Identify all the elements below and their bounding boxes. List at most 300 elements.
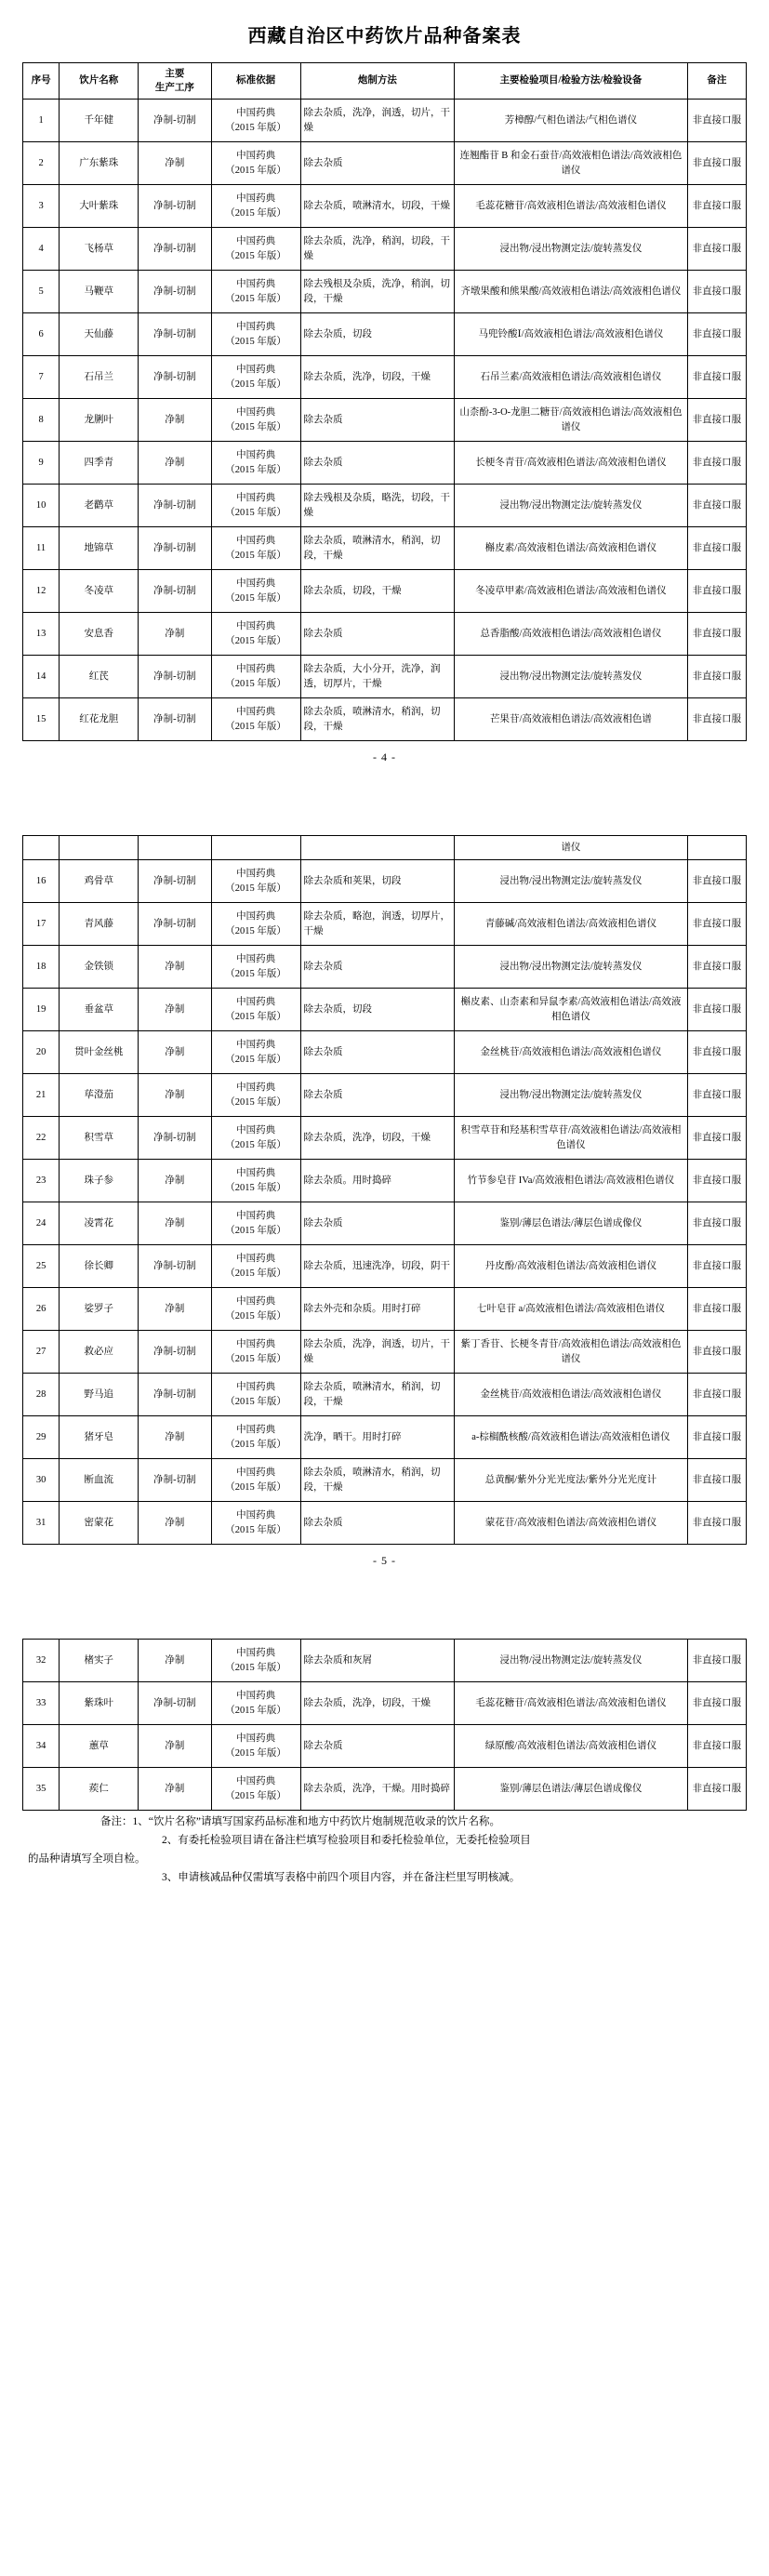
cell-name: 千年健: [60, 100, 139, 142]
cell-test: 积雪草苷和羟基积雪草苷/高效液相色谱法/高效液相色谱仪: [455, 1117, 688, 1160]
table-row: [23, 527, 747, 570]
cell-standard: [211, 1416, 300, 1459]
cell-process: 净制: [139, 946, 211, 989]
cell-remark: 非直接口服: [687, 1459, 746, 1502]
standard-line2: （2015 年版）: [225, 1054, 286, 1065]
standard-line1: 中国药典: [236, 450, 276, 461]
cell-name: 野马追: [60, 1374, 139, 1416]
cell-standard: [211, 903, 300, 946]
cell-index: 9: [23, 442, 60, 485]
cell-remark: 非直接口服: [687, 1725, 746, 1768]
cell-method: [300, 836, 455, 860]
cell-standard: [211, 399, 300, 442]
page-break-gap-1: [22, 764, 747, 835]
cell-test: 齐墩果酸和熊果酸/高效液相色谱法/高效液相色谱仪: [455, 271, 688, 313]
page-3: [0, 1639, 769, 1925]
standard-line2: （2015 年版）: [225, 1439, 286, 1450]
cell-name: 金铁锁: [60, 946, 139, 989]
standard-line2: （2015 年版）: [225, 1011, 286, 1022]
cell-test: 浸出物/浸出物测定法/旋转蒸发仪: [455, 860, 688, 903]
cell-remark: 非直接口服: [687, 1202, 746, 1245]
cell-index: 26: [23, 1288, 60, 1331]
cell-process: 净制-切制: [139, 1245, 211, 1288]
table-body-page-2: [23, 836, 747, 1545]
standard-line2: （2015 年版）: [225, 592, 286, 604]
cell-name: 青风藤: [60, 903, 139, 946]
table-row: [23, 613, 747, 656]
table-row: [23, 1682, 747, 1725]
cell-standard: [211, 1117, 300, 1160]
cell-method: 除去杂质: [300, 1725, 455, 1768]
cell-process: 净制-切制: [139, 527, 211, 570]
cell-process: 净制: [139, 1202, 211, 1245]
cell-method: 除去杂质，大小分开，洗净，润透，切厚片，干燥: [300, 656, 455, 698]
standard-line2: （2015 年版）: [225, 421, 286, 432]
standard-line2: （2015 年版）: [225, 678, 286, 689]
standard-line1: 中国药典: [236, 1425, 276, 1436]
column-header-standard: 标准依据: [211, 63, 300, 100]
cell-process: 净制: [139, 613, 211, 656]
cell-process: 净制-切制: [139, 1459, 211, 1502]
cell-index: 35: [23, 1768, 60, 1811]
cell-method: 除去杂质，洗净，润透，切片，干燥: [300, 1331, 455, 1374]
standard-line1: 中国药典: [236, 664, 276, 675]
table-body-page-3: [23, 1640, 747, 1811]
cell-name: 飞杨草: [60, 228, 139, 271]
cell-name: 徐长卿: [60, 1245, 139, 1288]
cell-test: 毛蕊花糖苷/高效液相色谱法/高效液相色谱仪: [455, 185, 688, 228]
cell-name: 地锦草: [60, 527, 139, 570]
cell-index: [23, 836, 60, 860]
cell-test: 青藤碱/高效液相色谱法/高效液相色谱仪: [455, 903, 688, 946]
standard-line1: 中国药典: [236, 621, 276, 632]
page-1: [0, 0, 769, 835]
standard-line2: （2015 年版）: [225, 925, 286, 936]
standard-line2: （2015 年版）: [225, 1310, 286, 1321]
cell-test: 石吊兰素/高效液相色谱法/高效液相色谱仪: [455, 356, 688, 399]
cell-standard: [211, 698, 300, 741]
page-2: [0, 835, 769, 1639]
cell-test: 浸出物/浸出物测定法/旋转蒸发仪: [455, 656, 688, 698]
cell-remark: 非直接口服: [687, 1640, 746, 1682]
cell-standard: [211, 1640, 300, 1682]
cell-standard: [211, 836, 300, 860]
cell-test: 马兜铃酸Ⅰ/高效液相色谱法/高效液相色谱仪: [455, 313, 688, 356]
standard-line2: （2015 年版）: [225, 1481, 286, 1493]
cell-method: 除去杂质，洗净，稍润，切段，干燥: [300, 228, 455, 271]
standard-line1: 中国药典: [236, 1168, 276, 1179]
cell-index: 18: [23, 946, 60, 989]
cell-method: 除去杂质，喷淋清水，稍润，切段，干燥: [300, 1374, 455, 1416]
cell-index: 27: [23, 1331, 60, 1374]
cell-index: 30: [23, 1459, 60, 1502]
standard-line2: （2015 年版）: [225, 293, 286, 304]
cell-method: 除去杂质，喷淋清水，稍润，切段，干燥: [300, 698, 455, 741]
table-row: [23, 1725, 747, 1768]
cell-remark: 非直接口服: [687, 313, 746, 356]
cell-index: 32: [23, 1640, 60, 1682]
cell-test: 总香脂酸/高效液相色谱法/高效液相色谱仪: [455, 613, 688, 656]
cell-index: 29: [23, 1416, 60, 1459]
cell-test: 金丝桃苷/高效液相色谱法/高效液相色谱仪: [455, 1374, 688, 1416]
cell-method: 除去杂质，切段: [300, 989, 455, 1031]
cell-standard: [211, 1245, 300, 1288]
table-row: [23, 313, 747, 356]
cell-process: 净制-切制: [139, 1682, 211, 1725]
standard-line1: 中国药典: [236, 493, 276, 504]
standard-line2: （2015 年版）: [225, 1662, 286, 1673]
column-header-remark: 备注: [687, 63, 746, 100]
cell-index: 34: [23, 1725, 60, 1768]
standard-line1: 中国药典: [236, 1467, 276, 1479]
cell-index: 14: [23, 656, 60, 698]
cell-remark: 非直接口服: [687, 656, 746, 698]
cell-method: 除去杂质，洗净，切段，干燥: [300, 1682, 455, 1725]
standard-line2: （2015 年版）: [225, 1524, 286, 1535]
standard-line1: 中国药典: [236, 1510, 276, 1521]
cell-remark: 非直接口服: [687, 1160, 746, 1202]
footer-note-2a: 2、有委托检验项目请在备注栏填写检验项目和委托检验单位，无委托检验项目: [162, 1835, 531, 1847]
cell-test: a-棕榈酰核酸/高效液相色谱法/高效液相色谱仪: [455, 1416, 688, 1459]
cell-index: 2: [23, 142, 60, 185]
table-row: [23, 1074, 747, 1117]
cell-standard: [211, 1725, 300, 1768]
cell-test: 浸出物/浸出物测定法/旋转蒸发仪: [455, 1640, 688, 1682]
cell-remark: 非直接口服: [687, 1074, 746, 1117]
standard-line2: （2015 年版）: [225, 250, 286, 261]
table-row: [23, 1160, 747, 1202]
footer-note-3: 3、申请核减品种仅需填写表格中前四个项目内容，并在备注栏里写明核减。: [162, 1872, 521, 1884]
cell-index: 19: [23, 989, 60, 1031]
cell-process: 净制: [139, 1725, 211, 1768]
standard-line2: （2015 年版）: [225, 968, 286, 979]
cell-remark: 非直接口服: [687, 142, 746, 185]
cell-process: 净制: [139, 1031, 211, 1074]
cell-method: 除去杂质，切段: [300, 313, 455, 356]
cell-standard: [211, 1074, 300, 1117]
cell-process: 净制: [139, 1074, 211, 1117]
table-row: [23, 1031, 747, 1074]
cell-index: 8: [23, 399, 60, 442]
cell-process: 净制: [139, 1502, 211, 1545]
standard-line1: 中国药典: [236, 193, 276, 205]
cell-standard: [211, 142, 300, 185]
cell-standard: [211, 1459, 300, 1502]
cell-process: 净制-切制: [139, 1374, 211, 1416]
cell-standard: [211, 527, 300, 570]
document-tail-gap: [22, 1888, 747, 1925]
cell-test: 连翘酯苷 B 和金石蚕苷/高效液相色谱法/高效液相色谱仪: [455, 142, 688, 185]
cell-process: 净制: [139, 1768, 211, 1811]
cell-test: 鉴别/薄层色谱法/薄层色谱成像仪: [455, 1768, 688, 1811]
cell-name: 贯叶金丝桃: [60, 1031, 139, 1074]
cell-standard: [211, 1202, 300, 1245]
cell-process: 净制-切制: [139, 1117, 211, 1160]
cell-index: 25: [23, 1245, 60, 1288]
standard-line2: （2015 年版）: [225, 507, 286, 518]
cell-process: 净制-切制: [139, 903, 211, 946]
footer-note-1: 备注：1、“饮片名称”请填写国家药品标准和地方中药饮片炮制规范收录的饮片名称。: [100, 1816, 500, 1827]
cell-method: 除去杂质，洗净，切段，干燥: [300, 1117, 455, 1160]
cell-name: 垂盆草: [60, 989, 139, 1031]
cell-test: 长梗冬青苷/高效液相色谱法/高效液相色谱仪: [455, 442, 688, 485]
standard-line1: 中国药典: [236, 1254, 276, 1265]
standard-line2: （2015 年版）: [225, 1096, 286, 1108]
cell-name: 凌霄花: [60, 1202, 139, 1245]
standard-line1: 中国药典: [236, 108, 276, 119]
standard-line2: （2015 年版）: [225, 1705, 286, 1716]
page-break-gap-2: [22, 1568, 747, 1639]
cell-remark: 非直接口服: [687, 946, 746, 989]
cell-process: 净制-切制: [139, 228, 211, 271]
table-row: [23, 946, 747, 989]
cell-standard: [211, 100, 300, 142]
table-row: [23, 698, 747, 741]
standard-line1: 中国药典: [236, 1125, 276, 1136]
cell-method: 除去杂质，喷淋清水，稍润，切段，干燥: [300, 1459, 455, 1502]
cell-index: 5: [23, 271, 60, 313]
cell-test: 蒙花苷/高效液相色谱法/高效液相色谱仪: [455, 1502, 688, 1545]
cell-process: 净制-切制: [139, 185, 211, 228]
cell-remark: 非直接口服: [687, 1374, 746, 1416]
standard-line2: （2015 年版）: [225, 1139, 286, 1150]
cell-method: 除去杂质和灰屑: [300, 1640, 455, 1682]
cell-method: 除去杂质，喷淋清水，稍润，切段，干燥: [300, 527, 455, 570]
standard-line1: 中国药典: [236, 1040, 276, 1051]
standard-line1: 中国药典: [236, 236, 276, 247]
cell-name: 密蒙花: [60, 1502, 139, 1545]
cell-remark: 非直接口服: [687, 442, 746, 485]
cell-process: 净制-切制: [139, 356, 211, 399]
standard-line1: 中国药典: [236, 1648, 276, 1659]
standard-line2: （2015 年版）: [225, 1268, 286, 1279]
table-row: [23, 570, 747, 613]
standard-line1: 中国药典: [236, 1339, 276, 1350]
cell-index: 7: [23, 356, 60, 399]
cell-standard: [211, 485, 300, 527]
cell-index: 17: [23, 903, 60, 946]
cell-name: 救必应: [60, 1331, 139, 1374]
cell-method: 除去杂质，切段，干燥: [300, 570, 455, 613]
cell-index: 12: [23, 570, 60, 613]
table-row: [23, 399, 747, 442]
table-row: [23, 100, 747, 142]
cell-process: 净制-切制: [139, 485, 211, 527]
cell-test: 丹皮酚/高效液相色谱法/高效液相色谱仪: [455, 1245, 688, 1288]
cell-index: 6: [23, 313, 60, 356]
cell-method: 除去杂质，洗净，切段，干燥: [300, 356, 455, 399]
cell-index: 4: [23, 228, 60, 271]
cell-standard: [211, 1768, 300, 1811]
column-header-method: 炮制方法: [300, 63, 455, 100]
cell-index: 11: [23, 527, 60, 570]
standard-line1: 中国药典: [236, 869, 276, 880]
cell-index: 28: [23, 1374, 60, 1416]
cell-standard: [211, 1160, 300, 1202]
standard-line1: 中国药典: [236, 1691, 276, 1702]
cell-remark: 非直接口服: [687, 1502, 746, 1545]
standard-line2: （2015 年版）: [225, 464, 286, 475]
cell-standard: [211, 356, 300, 399]
cell-name: 红花龙胆: [60, 698, 139, 741]
standard-line2: （2015 年版）: [225, 635, 286, 646]
cell-name: 楮实子: [60, 1640, 139, 1682]
table-row: [23, 860, 747, 903]
cell-name: 积雪草: [60, 1117, 139, 1160]
standard-line2: （2015 年版）: [225, 1396, 286, 1407]
cell-method: 除去杂质: [300, 1502, 455, 1545]
cell-index: 15: [23, 698, 60, 741]
cell-method: 除去杂质: [300, 442, 455, 485]
cell-name: 红芪: [60, 656, 139, 698]
cell-process: 净制-切制: [139, 570, 211, 613]
cell-name: 安息香: [60, 613, 139, 656]
cell-standard: [211, 271, 300, 313]
cell-process: 净制: [139, 989, 211, 1031]
cell-remark: 非直接口服: [687, 1416, 746, 1459]
standard-line1: 中国药典: [236, 1733, 276, 1745]
cell-test: 冬凌草甲素/高效液相色谱法/高效液相色谱仪: [455, 570, 688, 613]
table-row: [23, 1768, 747, 1811]
column-header-process-line2: 生产工序: [154, 83, 194, 93]
cell-process: 净制: [139, 399, 211, 442]
cell-index: 3: [23, 185, 60, 228]
cell-remark: 非直接口服: [687, 356, 746, 399]
table-row: [23, 1640, 747, 1682]
cell-process: 净制-切制: [139, 271, 211, 313]
table-row-continuation: [23, 836, 747, 860]
cell-remark: 非直接口服: [687, 228, 746, 271]
cell-test: 金丝桃苷/高效液相色谱法/高效液相色谱仪: [455, 1031, 688, 1074]
table-row: [23, 1331, 747, 1374]
cell-method: 除去残根及杂质，略洗，切段，干燥: [300, 485, 455, 527]
table-row: [23, 356, 747, 399]
cell-test: 竹节参皂苷 IVa/高效液相色谱法/高效液相色谱仪: [455, 1160, 688, 1202]
cell-test: 浸出物/浸出物测定法/旋转蒸发仪: [455, 485, 688, 527]
cell-name: 蒺仁: [60, 1768, 139, 1811]
standard-line2: （2015 年版）: [225, 1182, 286, 1193]
table-row: [23, 1374, 747, 1416]
table-row: [23, 1502, 747, 1545]
cell-test: 谱仪: [455, 836, 688, 860]
cell-standard: [211, 989, 300, 1031]
cell-standard: [211, 1331, 300, 1374]
cell-index: 33: [23, 1682, 60, 1725]
cell-process: 净制: [139, 1640, 211, 1682]
cell-process: [139, 836, 211, 860]
cell-index: 10: [23, 485, 60, 527]
table-row: [23, 1288, 747, 1331]
cell-remark: 非直接口服: [687, 1331, 746, 1374]
standard-line1: 中国药典: [236, 954, 276, 965]
cell-standard: [211, 613, 300, 656]
cell-process: 净制: [139, 142, 211, 185]
cell-process: 净制-切制: [139, 100, 211, 142]
cell-method: 除去杂质: [300, 399, 455, 442]
cell-name: 紫珠叶: [60, 1682, 139, 1725]
cell-method: 除去杂质和荚果，切段: [300, 860, 455, 903]
medicine-table-page-3: [22, 1639, 747, 1811]
cell-remark: 非直接口服: [687, 989, 746, 1031]
cell-name: 天仙藤: [60, 313, 139, 356]
cell-process: 净制-切制: [139, 1331, 211, 1374]
cell-remark: 非直接口服: [687, 1682, 746, 1725]
standard-line2: （2015 年版）: [225, 883, 286, 894]
standard-line2: （2015 年版）: [225, 1790, 286, 1801]
cell-name: 大叶紫珠: [60, 185, 139, 228]
cell-name: 蕙草: [60, 1725, 139, 1768]
standard-line1: 中国药典: [236, 365, 276, 376]
table-header-row: [23, 63, 747, 100]
table-row: [23, 1245, 747, 1288]
cell-index: 20: [23, 1031, 60, 1074]
standard-line1: 中国药典: [236, 1082, 276, 1094]
cell-index: 31: [23, 1502, 60, 1545]
cell-process: 净制-切制: [139, 656, 211, 698]
cell-index: 1: [23, 100, 60, 142]
cell-test: 浸出物/浸出物测定法/旋转蒸发仪: [455, 1074, 688, 1117]
standard-line1: 中国药典: [236, 1382, 276, 1393]
cell-name: 珠子参: [60, 1160, 139, 1202]
cell-name: 马鞭草: [60, 271, 139, 313]
cell-index: 24: [23, 1202, 60, 1245]
standard-line2: （2015 年版）: [225, 207, 286, 219]
cell-name: 鸡骨草: [60, 860, 139, 903]
cell-name: 广东紫珠: [60, 142, 139, 185]
cell-standard: [211, 185, 300, 228]
cell-index: 22: [23, 1117, 60, 1160]
cell-name: 老鹳草: [60, 485, 139, 527]
cell-standard: [211, 1031, 300, 1074]
cell-name: 断血流: [60, 1459, 139, 1502]
table-row: [23, 656, 747, 698]
cell-test: 绿原酸/高效液相色谱法/高效液相色谱仪: [455, 1725, 688, 1768]
cell-standard: [211, 570, 300, 613]
cell-test: 槲皮素、山柰素和异鼠李素/高效液相色谱法/高效液相色谱仪: [455, 989, 688, 1031]
cell-standard: [211, 442, 300, 485]
standard-line1: 中国药典: [236, 707, 276, 718]
cell-test: 槲皮素/高效液相色谱法/高效液相色谱仪: [455, 527, 688, 570]
cell-name: [60, 836, 139, 860]
standard-line1: 中国药典: [236, 1211, 276, 1222]
cell-process: 净制: [139, 1416, 211, 1459]
standard-line1: 中国药典: [236, 536, 276, 547]
cell-standard: [211, 1682, 300, 1725]
cell-name: 荜澄茄: [60, 1074, 139, 1117]
cell-remark: 非直接口服: [687, 860, 746, 903]
table-row: [23, 1202, 747, 1245]
table-row: [23, 1459, 747, 1502]
cell-test: 鉴别/薄层色谱法/薄层色谱成像仪: [455, 1202, 688, 1245]
cell-remark: 非直接口服: [687, 271, 746, 313]
cell-remark: 非直接口服: [687, 399, 746, 442]
standard-line1: 中国药典: [236, 322, 276, 333]
cell-method: 除去杂质: [300, 1202, 455, 1245]
cell-test: 山柰酚-3-O-龙胆二糖苷/高效液相色谱法/高效液相色谱仪: [455, 399, 688, 442]
cell-method: 除去杂质: [300, 1074, 455, 1117]
cell-index: 23: [23, 1160, 60, 1202]
cell-method: 除去残根及杂质，洗净，稍润，切段，干燥: [300, 271, 455, 313]
cell-standard: [211, 656, 300, 698]
cell-remark: 非直接口服: [687, 1288, 746, 1331]
page-title: 西藏自治区中药饮片品种备案表: [247, 26, 522, 46]
cell-name: 石吊兰: [60, 356, 139, 399]
table-row: [23, 271, 747, 313]
cell-standard: [211, 1288, 300, 1331]
standard-line1: 中国药典: [236, 279, 276, 290]
cell-process: 净制-切制: [139, 698, 211, 741]
cell-remark: [687, 836, 746, 860]
